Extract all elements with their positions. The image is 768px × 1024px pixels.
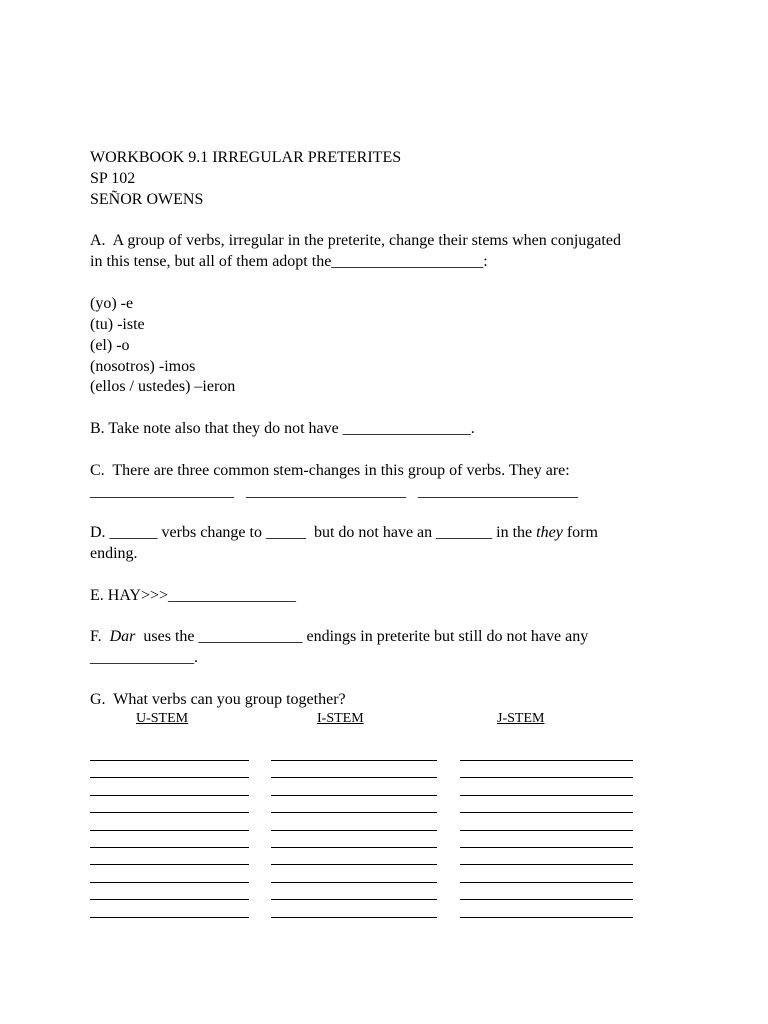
j-stem-answer-line[interactable] — [460, 830, 633, 831]
section-d-line1 — [90, 523, 598, 543]
ending-yo: (yo) -e — [90, 295, 134, 312]
i-stem-answer-line[interactable] — [271, 882, 437, 883]
section-g-question: G. What verbs can you group together? — [90, 691, 346, 708]
u-stem-answer-line[interactable] — [90, 777, 249, 778]
j-stem-answer-line[interactable] — [460, 899, 633, 900]
ending-tu: (tu) -iste — [90, 316, 145, 333]
u-stem-answer-line[interactable] — [90, 917, 249, 918]
section-f-italic: Dar — [109, 628, 136, 645]
u-stem-answer-line[interactable] — [90, 830, 249, 831]
j-stem-answer-line[interactable] — [460, 864, 633, 865]
u-stem-answer-line[interactable] — [90, 795, 249, 796]
j-stem-answer-line[interactable] — [460, 777, 633, 778]
i-stem-answer-line[interactable] — [271, 899, 437, 900]
column-header-j-stem: J-STEM — [497, 711, 545, 726]
i-stem-answer-line[interactable] — [271, 917, 437, 918]
section-f-text-after: uses the _____________ endings in preterite but still do not have any — [135, 628, 589, 645]
worksheet-title: WORKBOOK 9.1 IRREGULAR PRETERITES — [90, 149, 402, 166]
section-a-line2: in this tense, but all of them adopt the___________________: — [90, 253, 488, 270]
j-stem-answer-line[interactable] — [460, 760, 633, 761]
section-d-italic: they — [536, 524, 563, 541]
ending-nosotros: (nosotros) -imos — [90, 358, 196, 375]
i-stem-answer-line[interactable] — [271, 760, 437, 761]
section-d-text-after: form — [562, 524, 598, 541]
section-e: E. HAY>>>________________ — [90, 587, 297, 604]
ending-ellos: (ellos / ustedes) –ieron — [90, 378, 236, 395]
j-stem-answer-line[interactable] — [460, 812, 633, 813]
i-stem-answer-line[interactable] — [271, 795, 437, 796]
section-f-line2: _____________. — [90, 649, 198, 666]
u-stem-answer-line[interactable] — [90, 847, 249, 848]
j-stem-answer-line[interactable] — [460, 917, 633, 918]
section-a-line1: A. A group of verbs, irregular in the preterite, change their stems when conjugated — [90, 232, 621, 249]
u-stem-answer-line[interactable] — [90, 812, 249, 813]
section-c-blanks: __________________ ____________________ ____________________ — [90, 483, 578, 500]
i-stem-answer-line[interactable] — [271, 847, 437, 848]
i-stem-answer-line[interactable] — [271, 864, 437, 865]
ending-el: (el) -o — [90, 337, 130, 354]
course-code: SP 102 — [90, 170, 136, 187]
section-b: B. Take note also that they do not have ________________. — [90, 420, 475, 437]
j-stem-answer-line[interactable] — [460, 795, 633, 796]
section-f-line1 — [90, 627, 588, 647]
j-stem-answer-line[interactable] — [460, 882, 633, 883]
section-d-line2: ending. — [90, 545, 138, 562]
column-header-i-stem: I-STEM — [317, 711, 364, 726]
column-header-u-stem: U-STEM — [136, 711, 189, 726]
section-f-text-before: F. — [90, 628, 110, 645]
u-stem-answer-line[interactable] — [90, 882, 249, 883]
u-stem-answer-line[interactable] — [90, 760, 249, 761]
i-stem-answer-line[interactable] — [271, 812, 437, 813]
i-stem-answer-line[interactable] — [271, 830, 437, 831]
section-c-line1: C. There are three common stem-changes in this group of verbs. They are: — [90, 462, 570, 479]
teacher-name: SEÑOR OWENS — [90, 191, 204, 208]
section-d-text-before: D. ______ verbs change to _____ but do not have an _______ in the — [90, 524, 537, 541]
i-stem-answer-line[interactable] — [271, 777, 437, 778]
u-stem-answer-line[interactable] — [90, 899, 249, 900]
j-stem-answer-line[interactable] — [460, 847, 633, 848]
u-stem-answer-line[interactable] — [90, 864, 249, 865]
